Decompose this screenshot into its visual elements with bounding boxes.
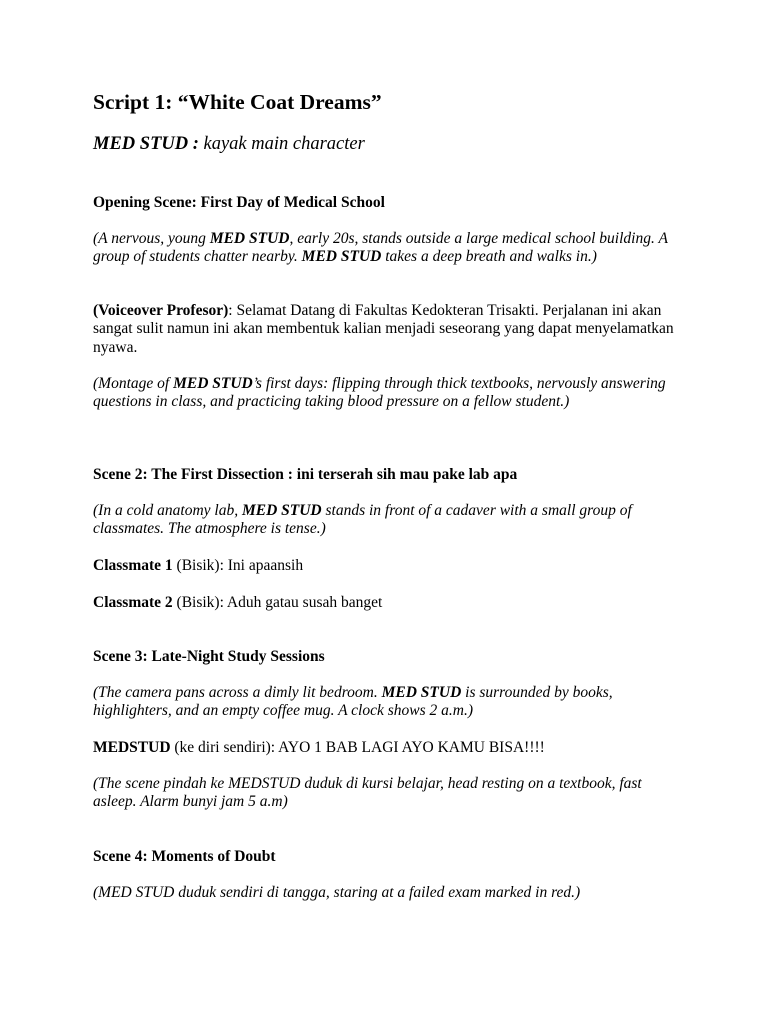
speaker-name: Classmate 2	[93, 594, 173, 611]
dialogue-text: (ke diri sendiri): AYO 1 BAB LAGI AYO KAMU BISA!!!!	[170, 739, 545, 756]
classmate-1-line	[93, 557, 683, 575]
scene-4-action: (MED STUD duduk sendiri di tangga, staring at a failed exam marked in red.)	[93, 884, 581, 901]
action-text: takes a deep breath and walks in.)	[381, 248, 597, 266]
speaker-name: Classmate 1	[93, 557, 173, 574]
character-note	[93, 132, 683, 156]
speaker-name: (Voiceover Profesor)	[93, 302, 229, 319]
character-ref: MED STUD	[381, 684, 462, 701]
dialogue-text: (Bisik): Aduh gatau susah banget	[172, 594, 383, 611]
action-text: , early 20s, stands outside a large medical school building. A group of students chatter nearby.	[93, 230, 668, 266]
action-text: (Montage of	[93, 375, 174, 392]
scene-4-heading: Scene 4: Moments of Doubt	[93, 848, 276, 865]
scene-2-heading: Scene 2: The First Dissection : ini terserah sih mau pake lab apa	[93, 466, 518, 483]
scene-1-heading: Opening Scene: First Day of Medical School	[93, 194, 385, 211]
character-name: MED STUD :	[93, 134, 199, 154]
scene-3-action-2: (The scene pindah ke MEDSTUD duduk di kursi belajar, head resting on a textbook, fast asleep. Alarm bunyi jam 5 a.m)	[93, 775, 642, 811]
scene-2-action	[93, 502, 683, 539]
character-ref: MED STUD	[173, 375, 253, 392]
speaker-name: MEDSTUD	[93, 739, 171, 756]
action-text: ’s first days: flipping through thick textbooks, nervously answering questions in class, and practicing taking blood pressure on a fellow student.)	[93, 375, 666, 411]
scene-1-action	[93, 230, 683, 267]
action-text: (The camera pans across a dimly lit bedroom.	[93, 684, 382, 701]
character-ref: MED STUD	[241, 502, 322, 519]
montage-action	[93, 375, 683, 412]
dialogue-text: : Selamat Datang di Fakultas Kedokteran Trisakti. Perjalanan ini akan sangat sulit namun ini akan membentuk kalian menjadi seseorang yang dapat menyelamatkan nyawa.	[93, 302, 674, 356]
script-title: Script 1: “White Coat Dreams”	[93, 90, 382, 114]
character-ref: MED STUD	[209, 230, 290, 247]
dialogue-text: (Bisik): Ini apaansih	[172, 557, 304, 574]
action-text: is surrounded by books, highlighters, and an empty coffee mug. A clock shows 2 a.m.)	[93, 684, 613, 720]
classmate-2-line	[93, 594, 683, 612]
scene-3-heading: Scene 3: Late-Night Study Sessions	[93, 648, 325, 665]
action-text: (A nervous, young	[93, 230, 210, 247]
medstud-line	[93, 739, 683, 757]
action-text: (In a cold anatomy lab,	[93, 502, 242, 519]
character-ref: MED STUD	[301, 248, 382, 266]
action-text: stands in front of a cadaver with a small group of classmates. The atmosphere is tense.)	[93, 502, 632, 538]
scene-3-action	[93, 684, 683, 721]
character-description: kayak main character	[198, 134, 365, 154]
voiceover-line	[93, 302, 683, 357]
